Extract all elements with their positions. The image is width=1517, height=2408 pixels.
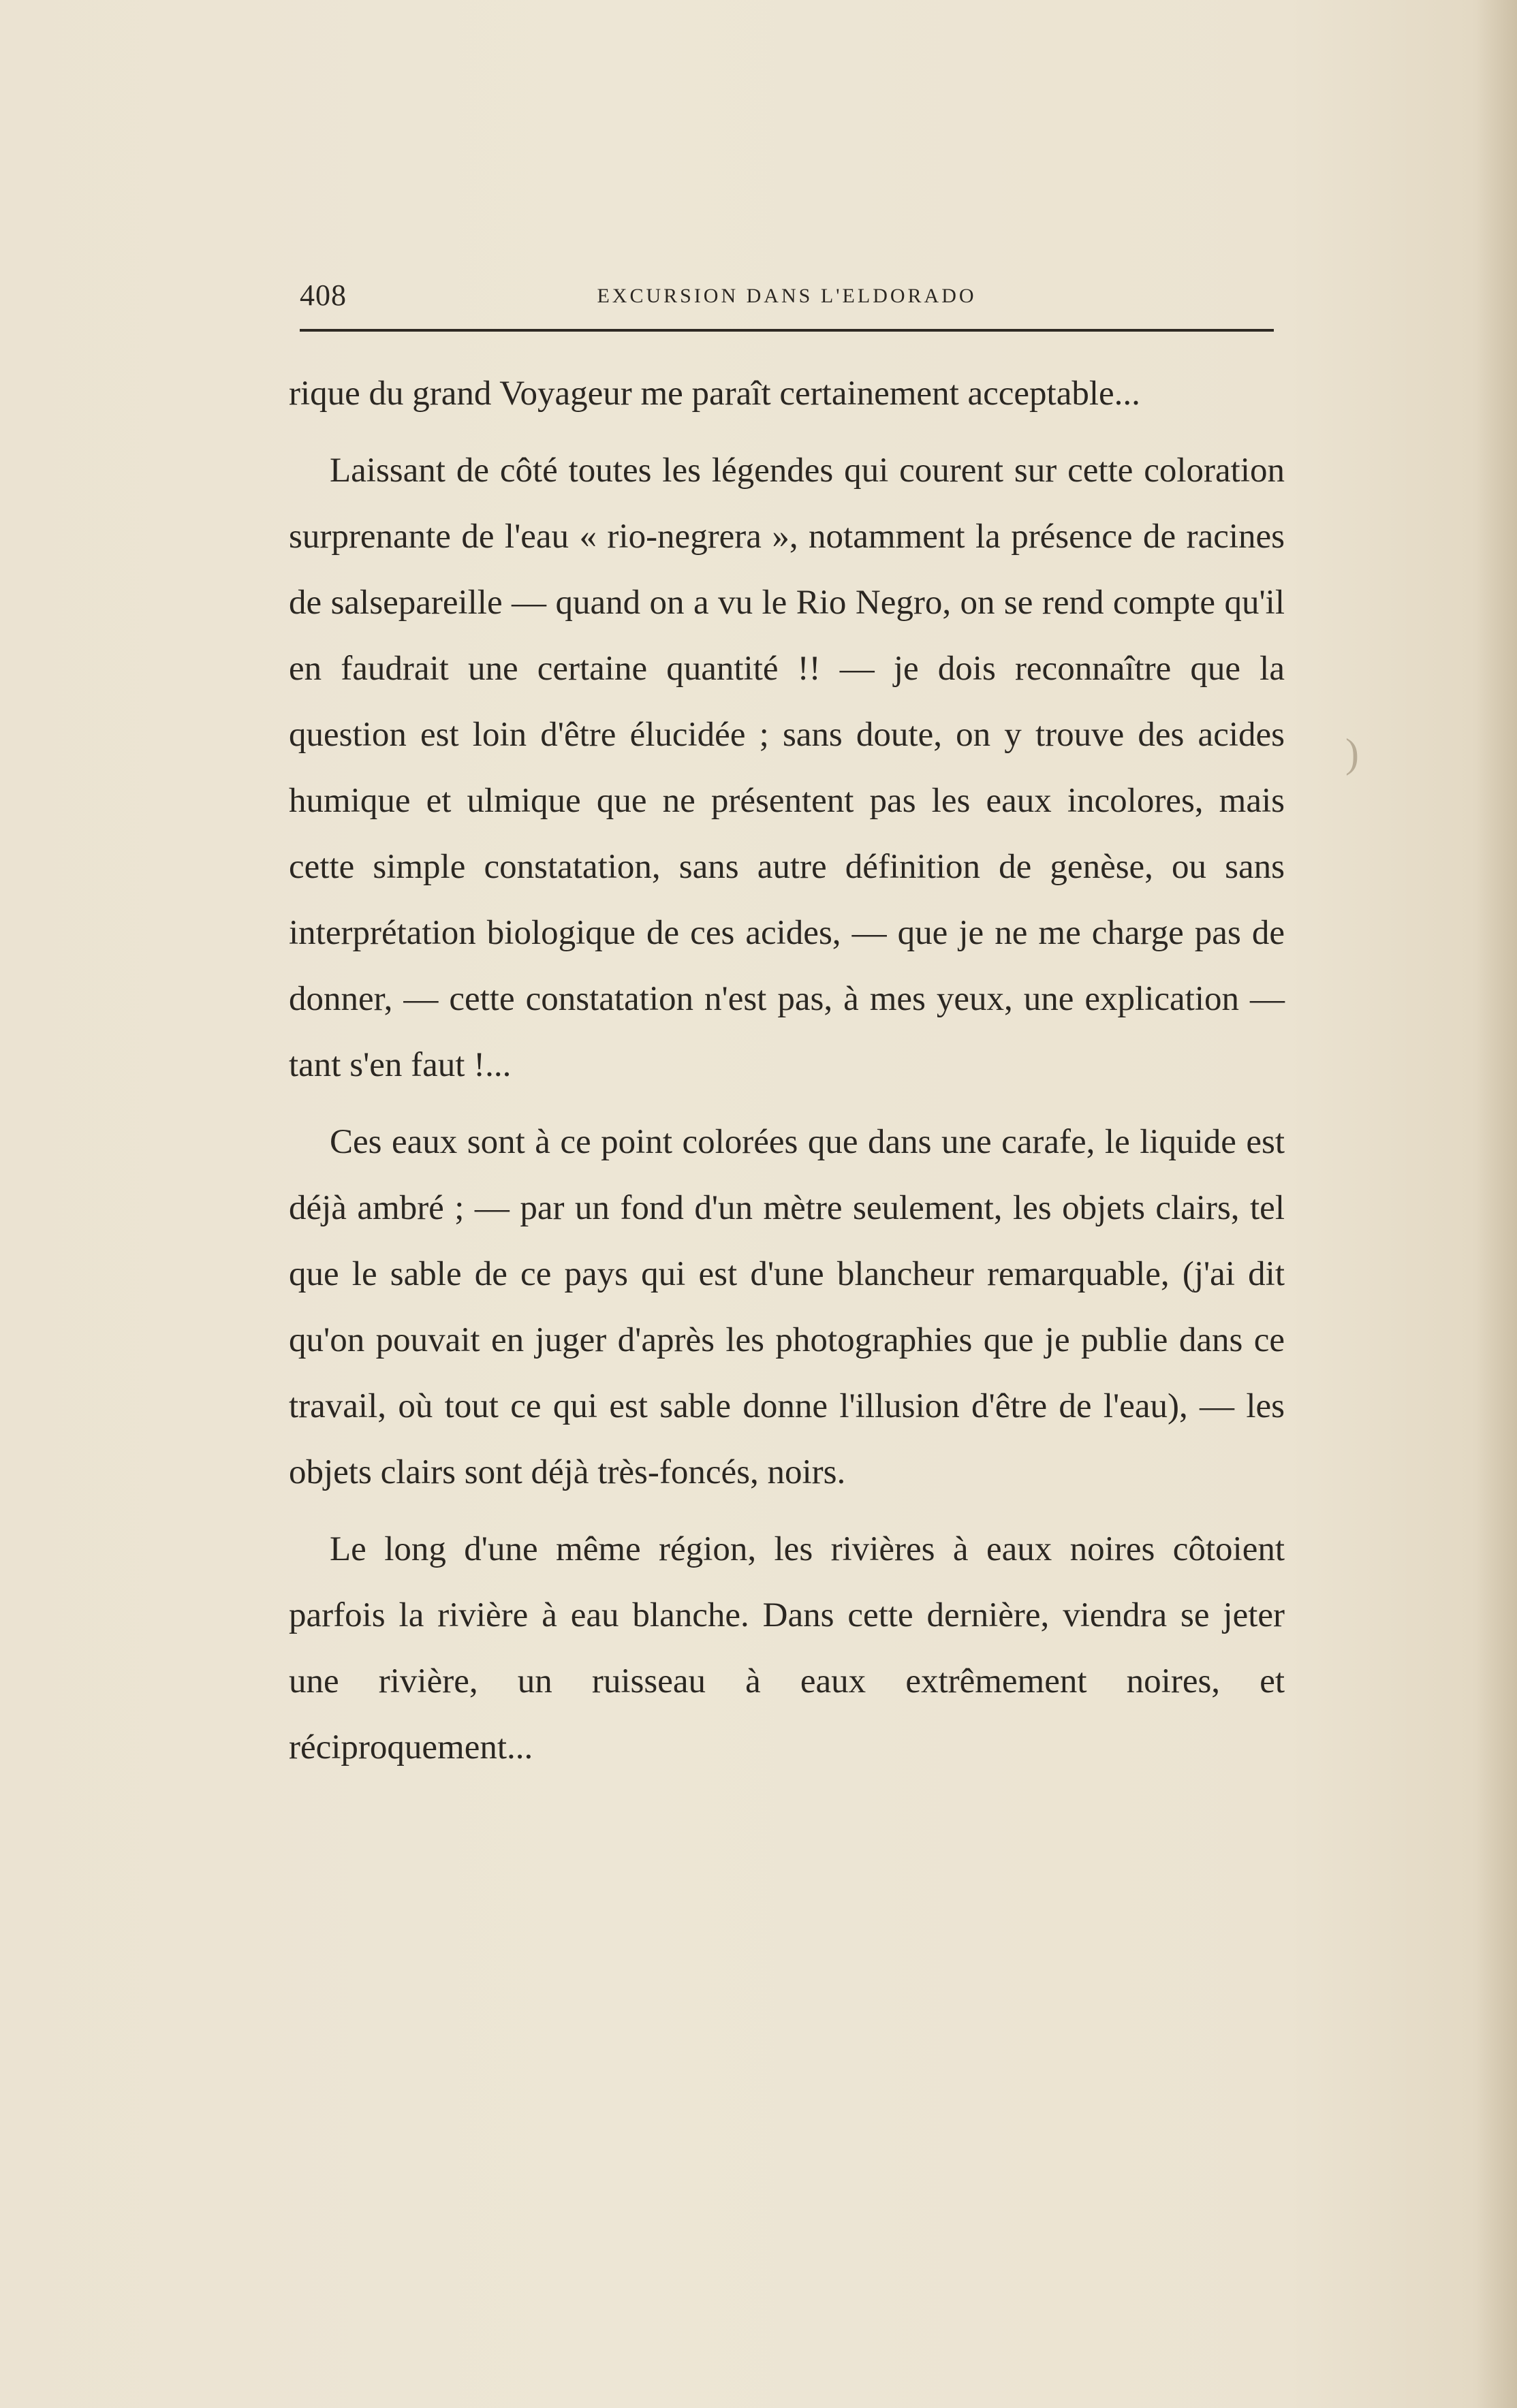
- body-text: [289, 361, 1285, 1781]
- page-number: 408: [300, 279, 347, 312]
- paragraph: Le long d'une même région, les rivières à eaux noires côtoient parfois la rivière à eau blanche. Dans cette dernière, viendra se jeter une rivière, un ruisseau à eaux extrêmement noires, et réciproquement...: [289, 1530, 1285, 1767]
- running-head: [300, 278, 1274, 326]
- running-title: EXCURSION DANS L'ELDORADO: [597, 285, 977, 307]
- header-rule: [300, 329, 1274, 332]
- paragraph: Ces eaux sont à ce point colorées que dans une carafe, le liquide est déjà ambré ; — par un fond d'un mètre seulement, les objets clairs, tel que le sable de ce pays qui est d'une blancheur remarquable, (j'ai dit qu'on pouvait en juger d'après les photographies que je publie dans ce travail, où tout ce qui est sable donne l'illusion d'être de l'eau), — les objets clairs sont déjà très-foncés, noirs.: [289, 1123, 1285, 1491]
- page-fold-shadow: [1476, 0, 1517, 2408]
- margin-bleed-mark: ): [1345, 731, 1359, 776]
- paragraph: Laissant de côté toutes les légendes qui courent sur cette coloration surprenante de l'eau « rio-negrera », notamment la présence de racines de salsepareille — quand on a vu le Rio Negro, on se rend compte qu'il en faudrait une certaine quantité !! — je dois reconnaître que la question est loin d'être élucidée ; sans doute, on y trouve des acides humique et ulmique que ne présentent pas les eaux incolores, mais cette simple constatation, sans autre définition de genèse, ou sans interprétation biologique de ces acides, — que je ne me charge pas de donner, — cette constatation n'est pas, à mes yeux, une explication — tant s'en faut !...: [289, 452, 1285, 1084]
- paragraph-continuation: rique du grand Voyageur me paraît certainement acceptable...: [289, 375, 1140, 413]
